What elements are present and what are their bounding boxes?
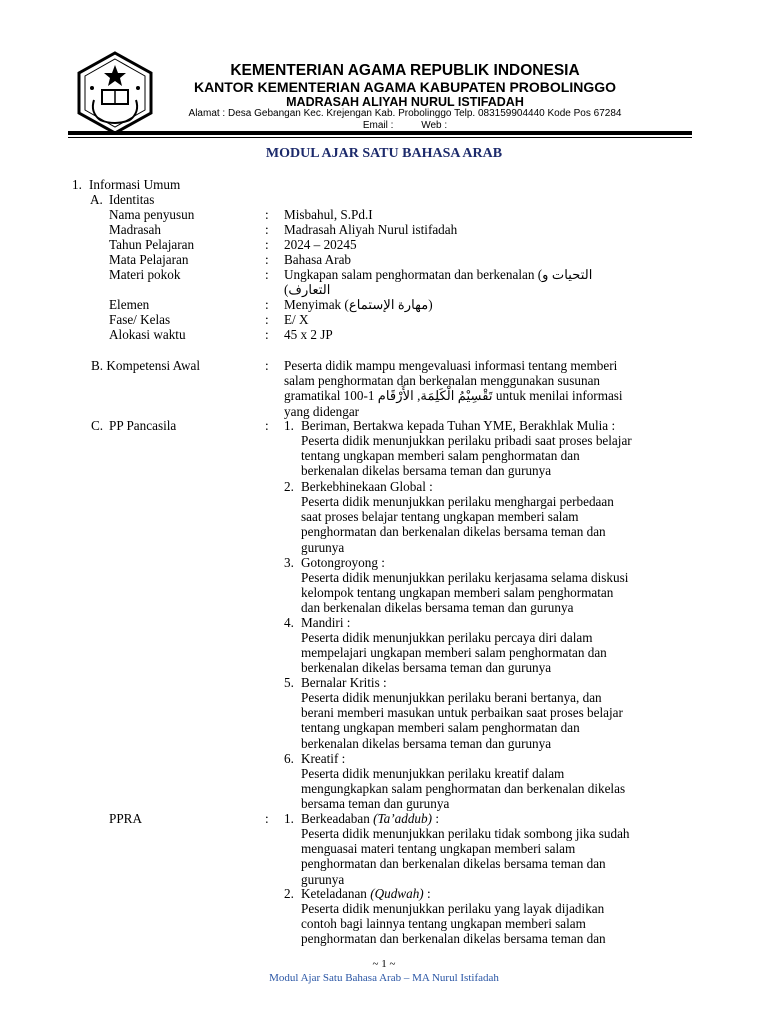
text-line: Peserta didik menunjukkan perilaku percaya diri dalam: [301, 630, 593, 645]
subsection-title-identitas: Identitas: [109, 192, 155, 207]
item-title: Mandiri :: [301, 615, 351, 630]
item-description: [301, 570, 680, 616]
section-title: Informasi Umum: [89, 177, 181, 192]
text-line: Peserta didik menunjukkan perilaku berani bertanya, dan: [301, 690, 602, 705]
row-colon: :: [265, 237, 269, 252]
subsection-title-pancasila: PP Pancasila: [109, 418, 177, 433]
item-description: [301, 630, 680, 676]
identity-row: [0, 237, 768, 252]
item-description: [301, 766, 680, 812]
text-line: berkenalan dikelas bersama teman dan gurunya: [301, 735, 552, 751]
header-email: Email : Web :: [362, 120, 448, 131]
text-line: saat proses belajar tentang ungkapan memberi salam: [301, 509, 579, 525]
pancasila-item: [0, 418, 768, 479]
text-line: Peserta didik menunjukkan perilaku tidak sombong jika sudah: [301, 826, 630, 841]
document-title: MODUL AJAR SATU BAHASA ARAB: [265, 146, 503, 161]
item-title: Kreatif :: [301, 751, 346, 766]
row-value-continued: التعارف): [284, 282, 331, 297]
header-office: KANTOR KEMENTERIAN AGAMA KABUPATEN PROBOLINGGO: [193, 79, 617, 95]
item-number: 4.: [284, 615, 294, 630]
ppra-item: [0, 886, 768, 947]
row-colon: :: [265, 267, 269, 282]
row-value: Menyimak (مهارة الإستماع): [284, 297, 433, 312]
row-label: Madrasah: [109, 222, 161, 237]
text-line: penghormatan dan berkenalan dikelas bersama teman dan: [301, 931, 606, 947]
item-title-arabic-term: (Qudwah): [370, 886, 424, 901]
item-description: [301, 494, 680, 555]
footer-text: Modul Ajar Satu Bahasa Arab – MA Nurul Istifadah: [269, 972, 499, 984]
row-label: Nama penyusun: [109, 207, 195, 222]
header-school: MADRASAH ALIYAH NURUL ISTIFADAH: [286, 95, 524, 109]
identity-row: [0, 252, 768, 267]
pancasila-item: [0, 615, 768, 676]
item-title: Bernalar Kritis :: [301, 675, 387, 690]
text-line: dan berkenalan dikelas bersama teman dan gurunya: [301, 600, 574, 616]
item-number: 3.: [284, 555, 294, 570]
item-title-arabic-term: (Ta’addub): [373, 811, 433, 826]
text-line: gurunya: [301, 871, 345, 887]
subsection-letter-c: C.: [91, 418, 104, 433]
row-label: Materi pokok: [109, 267, 181, 282]
text-line: kelompok tentang ungkapan memberi salam penghormatan: [301, 585, 614, 601]
item-description: [301, 826, 680, 887]
row-value: Ungkapan salam penghormatan dan berkenalan (التحيات و: [284, 267, 593, 282]
identity-row: [0, 312, 768, 327]
pancasila-item: [0, 751, 768, 812]
text-line: salam penghormatan dan berkenalan menggunakan susunan: [284, 373, 601, 389]
subsection-title-kompetensi: B. Kompetensi Awal: [91, 358, 201, 373]
subsection-title-ppra: PPRA: [109, 811, 142, 826]
header-divider-thin: [68, 137, 692, 138]
text-line: Peserta didik menunjukkan perilaku kreatif dalam: [301, 766, 565, 781]
text-line: mempelajari ungkapan memberi salam penghormatan dan: [301, 645, 607, 661]
ppra-colon: :: [265, 811, 269, 826]
row-value: E/ X: [284, 312, 309, 327]
text-line: menguasai materi tentang ungkapan memberi salam: [301, 841, 576, 857]
text-line: bersama teman dan gurunya: [301, 796, 450, 812]
row-colon: :: [265, 297, 269, 312]
text-line: gurunya: [301, 539, 345, 555]
subsection-letter-a: A.: [90, 192, 103, 207]
item-title: [301, 886, 431, 901]
item-title-text: Keteladanan: [301, 886, 367, 901]
item-title: Beriman, Bertakwa kepada Tuhan YME, Berakhlak Mulia :: [301, 418, 616, 433]
header-ministry: KEMENTERIAN AGAMA REPUBLIK INDONESIA: [230, 62, 580, 79]
row-colon: :: [265, 312, 269, 327]
header-address: Alamat : Desa Gebangan Kec. Krejengan Kab. Probolinggo Telp. 083159904440 Kode Pos 67284: [188, 108, 622, 119]
item-number: 1.: [284, 811, 294, 826]
identity-row: [0, 297, 768, 312]
identity-row: [0, 222, 768, 237]
kompetensi-text: [284, 358, 680, 419]
text-line: Peserta didik menunjukkan perilaku pribadi saat proses belajar: [301, 433, 632, 448]
row-value: Misbahul, S.Pd.I: [284, 207, 373, 222]
row-value: Madrasah Aliyah Nurul istifadah: [284, 222, 458, 237]
item-title-text: Berkeadaban: [301, 811, 370, 826]
row-colon: :: [265, 222, 269, 237]
row-label: Fase/ Kelas: [109, 312, 171, 327]
text-line: Peserta didik menunjukkan perilaku menghargai perbedaan: [301, 494, 614, 509]
row-label: Mata Pelajaran: [109, 252, 189, 267]
text-line: penghormatan dan berkenalan dikelas bersama teman dan: [301, 524, 606, 540]
text-line: Peserta didik menunjukkan perilaku yang layak dijadikan: [301, 901, 605, 916]
pancasila-item: [0, 555, 768, 616]
item-number: 5.: [284, 675, 294, 690]
text-line: gramatikal 100-1 تَقْسِيْمُ الْكَلِمَة, الأَرْقَام untuk menilai informasi: [284, 388, 623, 404]
text-line: berkenalan dikelas bersama teman dan gurunya: [301, 463, 552, 479]
text-line: yang didengar: [284, 403, 360, 419]
text-line: berkenalan dikelas bersama teman dan gurunya: [301, 660, 552, 676]
row-value: Bahasa Arab: [284, 252, 352, 267]
row-label: Alokasi waktu: [109, 327, 186, 342]
pancasila-item: [0, 479, 768, 555]
row-colon: :: [265, 252, 269, 267]
row-colon: :: [265, 327, 269, 342]
item-title-colon: :: [423, 886, 431, 901]
item-description: [301, 433, 680, 479]
text-line: tentang ungkapan memberi salam penghormatan dan: [301, 448, 580, 464]
pancasila-colon: :: [265, 418, 269, 433]
text-line: mengungkapkan salam penghormatan dan berkenalan dikelas: [301, 781, 626, 797]
text-line: penghormatan dan berkenalan dikelas bersama teman dan: [301, 856, 606, 872]
row-colon: :: [265, 207, 269, 222]
item-title-colon: :: [432, 811, 439, 826]
row-value: 45 x 2 JP: [284, 327, 333, 342]
item-number: 2.: [284, 479, 294, 494]
item-number: 2.: [284, 886, 294, 901]
pancasila-item: [0, 675, 768, 751]
item-number: 6.: [284, 751, 294, 766]
text-line: Peserta didik mampu mengevaluasi informasi tentang memberi: [284, 358, 618, 373]
section-number: 1.: [72, 177, 82, 192]
row-value: 2024 – 20245: [284, 237, 357, 252]
text-line: contoh bagi lainnya tentang ungkapan memberi salam: [301, 916, 586, 932]
identity-row: [0, 207, 768, 222]
ppra-item: [0, 811, 768, 887]
item-number: 1.: [284, 418, 294, 433]
page-number: ~ 1 ~: [372, 958, 396, 970]
text-line: tentang ungkapan memberi salam penghormatan dan: [301, 720, 580, 736]
item-title: Gotongroyong :: [301, 555, 385, 570]
kompetensi-colon: :: [265, 358, 269, 373]
header-divider-thick: [68, 131, 692, 135]
kemenag-logo: [72, 50, 158, 136]
identity-row: [0, 327, 768, 342]
item-description: [301, 690, 680, 751]
item-title: Berkebhinekaan Global :: [301, 479, 433, 494]
text-line: Peserta didik menunjukkan perilaku kerjasama selama diskusi: [301, 570, 629, 585]
identity-row: [0, 267, 768, 297]
item-title: [301, 811, 439, 826]
row-label: Elemen: [109, 297, 150, 312]
item-description: [301, 901, 680, 947]
text-line: berani memberi masukan untuk perbaikan saat proses belajar: [301, 705, 623, 721]
row-label: Tahun Pelajaran: [109, 237, 195, 252]
